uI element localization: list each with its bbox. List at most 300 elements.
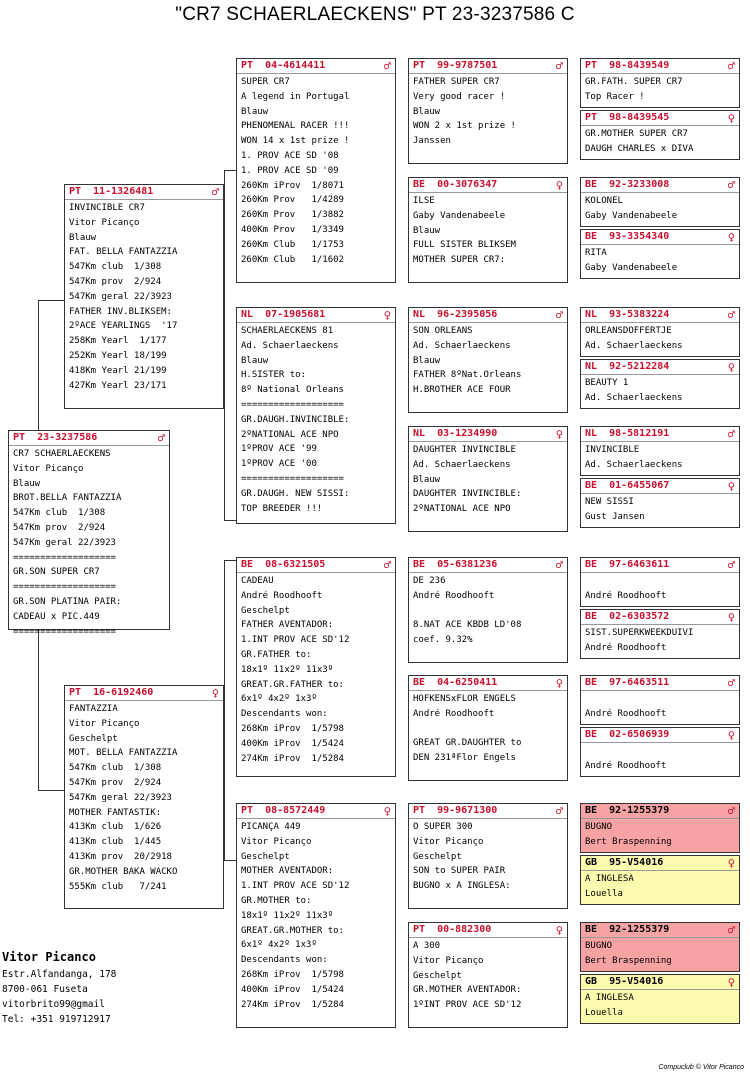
card-line: 260Km Club 1/1753	[241, 239, 344, 250]
female-symbol-icon: ♀	[727, 610, 735, 624]
female-symbol-icon: ♀	[555, 427, 563, 441]
card-line: Blauw	[241, 106, 269, 117]
card-body	[581, 691, 739, 722]
connector	[224, 520, 236, 521]
card-line: BUGNO	[585, 941, 613, 951]
pedigree-card-sds	[408, 307, 568, 413]
ring-number: NL 03-1234990	[413, 428, 498, 439]
male-symbol-icon: ♂	[157, 431, 165, 445]
card-line: ===================	[13, 552, 116, 563]
card-line: 2ºACE YEARLINGS '17	[69, 321, 178, 332]
card-line: FATHER AVENTADOR:	[241, 620, 334, 631]
ring-header	[581, 308, 739, 323]
card-body	[65, 200, 223, 393]
card-line: Blauw	[413, 225, 441, 236]
card-line: BROT.BELLA FANTAZZIA	[13, 493, 122, 504]
card-body	[581, 74, 739, 105]
pedigree-card-sdd	[408, 426, 568, 532]
card-line: GREAT GR.DAUGHTER to	[413, 738, 522, 749]
card-line: 268Km iProv 1/5798	[241, 969, 344, 980]
card-line: 274Km iProv 1/5284	[241, 999, 344, 1010]
owner-address: Estr.Alfandanga, 178	[2, 969, 117, 980]
ring-number: PT 04-4614411	[241, 60, 326, 71]
ring-number: NL 98-5812191	[585, 428, 670, 439]
card-line: KOLONEL	[585, 196, 623, 206]
ring-number: PT 00-882300	[413, 924, 492, 935]
card-line: Ad. Schaerlaeckens	[585, 392, 683, 403]
card-line: Ad. Schaerlaeckens	[413, 459, 511, 470]
pedigree-card-ssd	[408, 177, 568, 283]
card-body	[581, 573, 739, 604]
card-line: Geschelpt	[413, 970, 462, 981]
connector	[38, 630, 39, 790]
card-line: BUGNO	[585, 822, 613, 832]
card-body	[581, 819, 739, 850]
female-symbol-icon: ♀	[727, 728, 735, 742]
card-line: 260Km iProv 1/8071	[241, 180, 344, 191]
connector	[224, 560, 225, 860]
card-line: 547Km club 1/308	[69, 763, 162, 774]
female-symbol-icon: ♀	[727, 856, 735, 870]
card-line: Bert Braspenning	[585, 955, 672, 966]
card-line	[585, 744, 739, 759]
card-line: FATHER INV.BLIKSEM:	[69, 306, 172, 317]
card-line: 2ºNATIONAL ACE NPO	[413, 504, 511, 515]
card-line: MOT. BELLA FANTAZZIA	[69, 748, 178, 759]
ring-header	[237, 804, 395, 819]
card-line: Janssen	[413, 136, 451, 147]
ring-number: PT 99-9671300	[413, 805, 498, 816]
pedigree-card-gen5	[580, 557, 740, 607]
ring-header	[581, 479, 739, 494]
connector	[224, 170, 225, 520]
card-line: 8.NAT ACE KBDB LD'08	[413, 620, 522, 631]
connector	[224, 170, 236, 171]
card-line: 413Km club 1/626	[69, 822, 162, 833]
ring-header	[409, 178, 567, 193]
card-line: Geschelpt	[69, 733, 118, 744]
card-body	[409, 691, 567, 766]
card-line: Louella	[585, 888, 623, 899]
ring-header	[237, 308, 395, 323]
card-line: Ad. Schaerlaeckens	[585, 459, 683, 470]
ring-number: PT 08-8572449	[241, 805, 326, 816]
owner-phone: Tel: +351 919712917	[2, 1014, 111, 1025]
card-line: ===================	[13, 626, 116, 637]
card-line: 1. PROV ACE SD '09	[241, 165, 339, 176]
ring-header	[409, 923, 567, 938]
card-line: 8º National Orleans	[241, 385, 344, 396]
card-body	[581, 126, 739, 157]
card-line: Blauw	[413, 106, 441, 117]
male-symbol-icon: ♂	[383, 558, 391, 572]
pedigree-card-gen5	[580, 58, 740, 108]
card-line: Geschelpt	[241, 605, 290, 616]
ring-header	[237, 59, 395, 74]
card-line: André Roodhooft	[585, 760, 667, 771]
ring-header	[581, 975, 739, 990]
female-symbol-icon: ♀	[727, 479, 735, 493]
ring-number: PT 99-9787501	[413, 60, 498, 71]
card-line: 547Km geral 22/3923	[69, 792, 172, 803]
footer-credit: Compuclub © Vitor Picanco	[658, 1064, 744, 1071]
card-line: INVINCIBLE CR7	[69, 203, 145, 213]
card-line: Very good racer !	[413, 91, 506, 102]
male-symbol-icon: ♂	[555, 308, 563, 322]
ring-number: PT 23-3237586	[13, 432, 98, 443]
ring-header	[581, 59, 739, 74]
female-symbol-icon: ♀	[383, 308, 391, 322]
card-body	[65, 701, 223, 894]
ring-header	[409, 427, 567, 442]
card-body	[409, 442, 567, 517]
female-symbol-icon: ♀	[555, 923, 563, 937]
ring-header	[581, 676, 739, 691]
card-line: SCHAERLAECKENS 81	[241, 326, 334, 336]
card-line: A INGLESA	[585, 874, 634, 884]
pedigree-card-gen5	[580, 177, 740, 227]
ring-header	[581, 230, 739, 245]
ring-header	[581, 558, 739, 573]
card-line: 547Km geral 22/3923	[13, 537, 116, 548]
card-line: CADEAU	[241, 576, 274, 586]
card-line: 400Km Prov 1/3349	[241, 224, 344, 235]
ring-number: GB 95-V54016	[585, 857, 664, 868]
card-line: MOTHER FANTASTIK:	[69, 807, 162, 818]
card-line: WON 2 x 1st prize !	[413, 121, 516, 132]
ring-number: GB 95-V54016	[585, 976, 664, 987]
card-line: 6x1º 4x2º 1x3º	[241, 694, 317, 705]
pedigree-card-subject	[8, 430, 170, 637]
card-line: 547Km geral 22/3923	[69, 291, 172, 302]
ring-header	[581, 610, 739, 625]
pedigree-card-dsd	[408, 675, 568, 781]
connector	[38, 300, 64, 301]
pedigree-card-gen5	[580, 922, 740, 972]
card-line: RITA	[585, 248, 607, 258]
card-line: 400Km iProv 1/5424	[241, 738, 344, 749]
pedigree-card-gen5	[580, 229, 740, 279]
card-line: GR.MOTHER to:	[241, 895, 312, 906]
pedigree-card-dam-sire	[236, 557, 396, 777]
female-symbol-icon: ♀	[727, 360, 735, 374]
card-line: INVINCIBLE	[585, 445, 640, 455]
card-line: ORLEANSDOFFERTJE	[585, 326, 672, 336]
ring-number: BE 05-6381236	[413, 559, 498, 570]
card-body	[409, 819, 567, 894]
card-line: 18x1º 11x2º 11x3º	[241, 910, 334, 921]
card-line: MOTHER AVENTADOR:	[241, 866, 334, 877]
card-line: Vitor Picanço	[413, 836, 484, 847]
card-line: Gaby Vandenabeele	[585, 262, 678, 273]
ring-number: BE 02-6303572	[585, 611, 670, 622]
card-line: André Roodhooft	[413, 708, 495, 719]
card-line: A INGLESA	[585, 993, 634, 1003]
card-line: Vitor Picanço	[241, 836, 312, 847]
card-line: 1ºPROV ACE '00	[241, 459, 317, 470]
card-body	[581, 193, 739, 224]
card-line: 260Km Prov 1/4289	[241, 195, 344, 206]
pedigree-card-dam	[64, 685, 224, 909]
pedigree-card-sire	[64, 184, 224, 409]
card-line: Ad. Schaerlaeckens	[585, 340, 683, 351]
card-line	[413, 604, 567, 619]
card-line: Vitor Picanço	[413, 955, 484, 966]
male-symbol-icon: ♂	[555, 558, 563, 572]
ring-header	[581, 427, 739, 442]
male-symbol-icon: ♂	[727, 923, 735, 937]
card-line: CR7 SCHAERLAECKENS	[13, 449, 111, 459]
ring-number: BE 92-1255379	[585, 924, 670, 935]
ring-header	[409, 804, 567, 819]
card-line: DAUGHTER INVINCIBLE:	[413, 489, 522, 500]
card-line: Gaby Vandenabeele	[413, 210, 506, 221]
card-body	[581, 442, 739, 473]
ring-number: BE 92-1255379	[585, 805, 670, 816]
female-symbol-icon: ♀	[383, 804, 391, 818]
ring-number: PT 16-6192460	[69, 687, 154, 698]
card-line: 418Km Yearl 21/199	[69, 365, 167, 376]
card-line: Gaby Vandenabeele	[585, 210, 678, 221]
male-symbol-icon: ♂	[727, 308, 735, 322]
ring-number: BE 02-6506939	[585, 729, 670, 740]
card-line: 547Km prov 2/924	[13, 522, 106, 533]
card-body	[581, 871, 739, 902]
card-line: CADEAU x PIC.449	[13, 611, 100, 622]
pedigree-card-gen5	[580, 974, 740, 1024]
pedigree-card-gen5	[580, 110, 740, 160]
card-line: André Roodhooft	[585, 642, 667, 653]
card-line: Descendants won:	[241, 709, 328, 720]
ring-header	[581, 804, 739, 819]
card-line: FAT. BELLA FANTAZZIA	[69, 247, 178, 258]
card-line: 413Km prov 20/2918	[69, 851, 172, 862]
card-line: 1. PROV ACE SD '08	[241, 150, 339, 161]
connector	[38, 300, 39, 430]
card-line	[585, 574, 739, 589]
card-line: FANTAZZIA	[69, 704, 118, 714]
card-line: DAUGHTER INVINCIBLE	[413, 445, 516, 455]
ring-number: BE 97-6463511	[585, 677, 670, 688]
card-body	[581, 990, 739, 1021]
ring-number: BE 01-6455067	[585, 480, 670, 491]
ring-header	[237, 558, 395, 573]
card-line: André Roodhooft	[585, 590, 667, 601]
card-line: 1.INT PROV ACE SD'12	[241, 635, 350, 646]
pedigree-card-gen5	[580, 426, 740, 476]
card-line: FATHER SUPER CR7	[413, 77, 500, 87]
female-symbol-icon: ♀	[211, 686, 219, 700]
card-line: 555Km club 7/241	[69, 881, 167, 892]
card-line: Geschelpt	[413, 851, 462, 862]
card-line: Blauw	[413, 474, 441, 485]
card-line: Vitor Picanço	[13, 463, 84, 474]
male-symbol-icon: ♂	[727, 427, 735, 441]
owner-contact	[2, 950, 116, 1027]
card-line: GR.SON SUPER CR7	[13, 567, 100, 578]
card-line: SON to SUPER PAIR	[413, 866, 506, 877]
card-body	[237, 819, 395, 1012]
owner-city: 8700-061 Fuseta	[2, 984, 88, 995]
owner-email: vitorbrito99@gmail	[2, 999, 105, 1010]
ring-number: BE 08-6321505	[241, 559, 326, 570]
card-line: 268Km iProv 1/5798	[241, 723, 344, 734]
card-line: 258Km Yearl 1/177	[69, 336, 167, 347]
card-line: GR.SON PLATINA PAIR:	[13, 596, 122, 607]
ring-header	[9, 431, 169, 446]
card-line: Bert Braspenning	[585, 836, 672, 847]
card-line: O SUPER 300	[413, 822, 473, 832]
card-line	[413, 722, 567, 737]
card-line: coef. 9.32%	[413, 635, 473, 646]
card-line: Blauw	[69, 232, 97, 243]
card-line: 18x1º 11x2º 11x3º	[241, 664, 334, 675]
ring-number: NL 92-5212284	[585, 361, 670, 372]
card-line: SIST.SUPERKWEEKDUIVI	[585, 628, 694, 638]
card-line: NEW SISSI	[585, 497, 634, 507]
ring-number: PT 11-1326481	[69, 186, 154, 197]
card-body	[581, 938, 739, 969]
card-line: FATHER 8ºNat.Orleans	[413, 370, 522, 381]
ring-header	[65, 686, 223, 701]
card-line: DE 236	[413, 576, 446, 586]
card-line: GR.FATHER to:	[241, 649, 312, 660]
ring-number: NL 93-5383224	[585, 309, 670, 320]
card-line: MOTHER SUPER CR7:	[413, 255, 506, 266]
ring-header	[581, 178, 739, 193]
card-body	[237, 573, 395, 766]
card-line: GR.DAUGH. NEW SISSI:	[241, 488, 350, 499]
card-line: SON ORLEANS	[413, 326, 473, 336]
connector	[224, 560, 236, 561]
card-line: 400Km iProv 1/5424	[241, 984, 344, 995]
card-line: FULL SISTER BLIKSEM	[413, 240, 516, 251]
male-symbol-icon: ♂	[383, 59, 391, 73]
male-symbol-icon: ♂	[211, 185, 219, 199]
pedigree-card-gen5	[580, 803, 740, 853]
ring-header	[65, 185, 223, 200]
ring-header	[409, 558, 567, 573]
pedigree-card-sss	[408, 58, 568, 164]
ring-header	[581, 728, 739, 743]
ring-header	[581, 856, 739, 871]
pedigree-card-dds	[408, 803, 568, 909]
card-line: H.BROTHER ACE FOUR	[413, 385, 511, 396]
card-line: 547Km club 1/308	[69, 262, 162, 273]
card-line: GR.MOTHER BAKA WACKO	[69, 866, 178, 877]
card-line: Louella	[585, 1007, 623, 1018]
pedigree-card-gen5	[580, 478, 740, 528]
pedigree-card-gen5	[580, 359, 740, 409]
card-line: BUGNO x A INGLESA:	[413, 881, 511, 892]
card-line: GREAT.GR.MOTHER to:	[241, 925, 344, 936]
card-line: 6x1º 4x2º 1x3º	[241, 940, 317, 951]
female-symbol-icon: ♀	[727, 230, 735, 244]
card-line: Descendants won:	[241, 955, 328, 966]
card-line: PHENOMENAL RACER !!!	[241, 121, 350, 132]
card-line: 274Km iProv 1/5284	[241, 753, 344, 764]
card-line: ===================	[241, 473, 344, 484]
card-body	[409, 74, 567, 149]
card-line: 1ºINT PROV ACE SD'12	[413, 1000, 522, 1011]
card-line: Top Racer !	[585, 91, 645, 102]
card-line: A 300	[413, 941, 441, 951]
ring-header	[409, 308, 567, 323]
card-line: GR.DAUGH.INVINCIBLE:	[241, 414, 350, 425]
card-line: GREAT.GR.FATHER to:	[241, 679, 344, 690]
card-line: Ad. Schaerlaeckens	[241, 340, 339, 351]
pedigree-card-gen5	[580, 727, 740, 777]
female-symbol-icon: ♀	[555, 178, 563, 192]
ring-number: PT 98-8439545	[585, 112, 670, 123]
card-line: Blauw	[13, 478, 41, 489]
card-line: Gust Jansen	[585, 511, 645, 522]
card-line: ILSE	[413, 196, 435, 206]
card-line: 260Km Club 1/1602	[241, 254, 344, 265]
pedigree-card-dss	[408, 557, 568, 663]
pedigree-card-sire-dam	[236, 307, 396, 524]
connector	[224, 860, 236, 861]
pedigree-card-gen5	[580, 675, 740, 725]
ring-header	[409, 676, 567, 691]
card-line: DEN 231ªFlor Engels	[413, 753, 516, 764]
ring-number: NL 96-2395056	[413, 309, 498, 320]
ring-number: BE 92-3233008	[585, 179, 670, 190]
male-symbol-icon: ♂	[727, 558, 735, 572]
card-line: GR.FATH. SUPER CR7	[585, 77, 683, 87]
card-line: 1ºPROV ACE '99	[241, 444, 317, 455]
card-line: ===================	[241, 399, 344, 410]
card-line: 260Km Prov 1/3882	[241, 210, 344, 221]
card-line: Vitor Picanço	[69, 718, 140, 729]
card-line: PICANÇA 449	[241, 822, 301, 832]
card-body	[409, 573, 567, 648]
ring-number: BE 04-6250411	[413, 677, 498, 688]
male-symbol-icon: ♂	[555, 59, 563, 73]
card-line: André Roodhooft	[585, 708, 667, 719]
card-line: TOP BREEDER !!!	[241, 503, 323, 514]
card-body	[237, 74, 395, 267]
ring-header	[581, 111, 739, 126]
card-line	[585, 692, 739, 707]
card-line: GR.MOTHER AVENTADOR:	[413, 985, 522, 996]
card-line: 547Km club 1/308	[13, 508, 106, 519]
card-line: 427Km Yearl 23/171	[69, 380, 167, 391]
card-body	[581, 625, 739, 656]
card-line: 547Km prov 2/924	[69, 777, 162, 788]
card-line: 1.INT PROV ACE SD'12	[241, 881, 350, 892]
pedigree-card-gen5	[580, 609, 740, 659]
card-line: Blauw	[413, 355, 441, 366]
ring-number: NL 07-1905681	[241, 309, 326, 320]
card-line: HOFKENSxFLOR ENGELS	[413, 694, 516, 704]
pedigree-card-sire-sire	[236, 58, 396, 283]
connector	[38, 790, 64, 791]
ring-number: BE 00-3076347	[413, 179, 498, 190]
female-symbol-icon: ♀	[727, 975, 735, 989]
card-body	[581, 323, 739, 354]
card-line: 547Km prov 2/924	[69, 276, 162, 287]
card-line: André Roodhooft	[241, 590, 323, 601]
card-line: SUPER CR7	[241, 77, 290, 87]
ring-number: PT 98-8439549	[585, 60, 670, 71]
ring-number: BE 97-6463611	[585, 559, 670, 570]
owner-name: Vitor Picanco	[2, 950, 96, 964]
page-title: "CR7 SCHAERLAECKENS" PT 23-3237586 C	[175, 4, 575, 25]
card-line: A legend in Portugal	[241, 91, 350, 102]
card-line: 413Km club 1/445	[69, 837, 162, 848]
ring-header	[409, 59, 567, 74]
